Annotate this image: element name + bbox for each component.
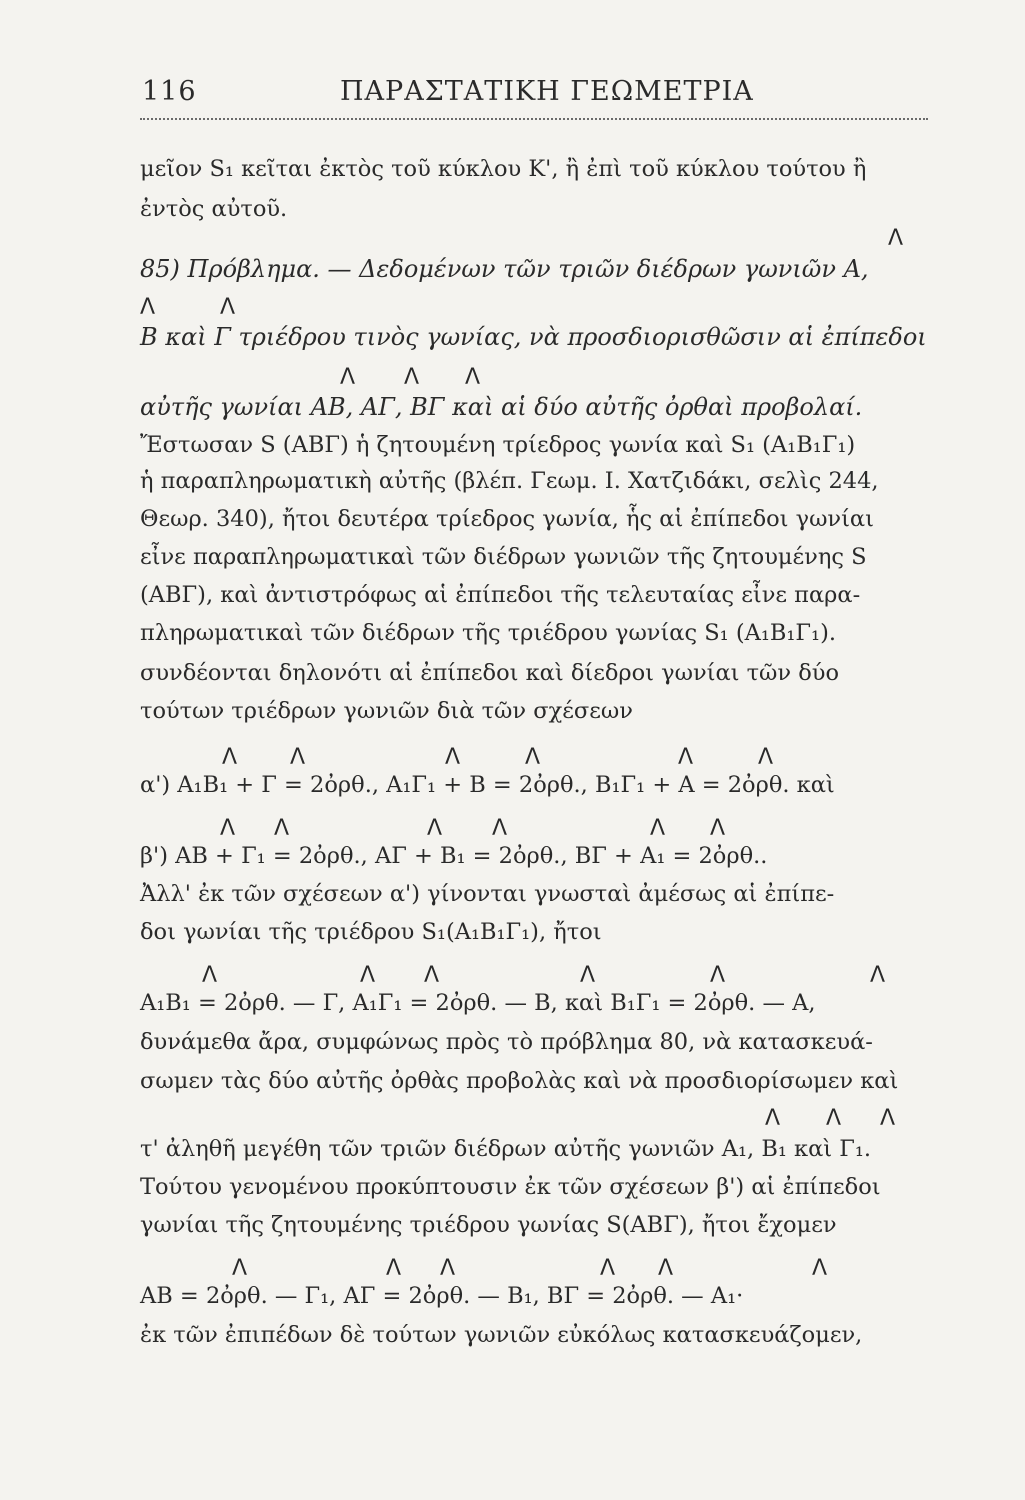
text-line: δοι γωνίαι τῆς τριέδρου S₁(Α₁Β₁Γ₁), ἤτοι xyxy=(140,919,602,945)
hat-mark: Λ xyxy=(710,816,726,841)
hat-row xyxy=(140,228,930,250)
text-line: αὐτῆς γωνίαι ΑΒ, ΑΓ, ΒΓ καὶ αἱ δύο αὐτῆς ὀρθαὶ προβολαί. xyxy=(140,393,863,421)
hat-mark: Λ xyxy=(880,1106,896,1131)
hat-mark: Λ xyxy=(525,745,541,770)
header-rule xyxy=(140,118,928,120)
hat-mark: Λ xyxy=(888,226,904,251)
equation-line: β') ΑΒ + Γ₁ = 2ὀρθ., ΑΓ + Β₁ = 2ὀρθ., ΒΓ + Α₁ = 2ὀρθ.. xyxy=(140,843,768,869)
hat-mark: Λ xyxy=(427,816,443,841)
text-line: συνδέονται δηλονότι αἱ ἐπίπεδοι καὶ δίεδροι γωνίαι τῶν δύο xyxy=(140,660,840,686)
hat-mark: Λ xyxy=(870,963,886,988)
text-line: τούτων τριέδρων γωνιῶν διὰ τῶν σχέσεων xyxy=(140,698,633,724)
equation-line: ΑΒ = 2ὀρθ. — Γ₁, ΑΓ = 2ὀρθ. — Β₁, ΒΓ = 2ὀρθ. — Α₁· xyxy=(140,1283,744,1309)
text-line: μεῖον S₁ κεῖται ἐκτὸς τοῦ κύκλου Κ', ἢ ἐπὶ τοῦ κύκλου τούτου ἢ xyxy=(140,156,867,182)
hat-mark: Λ xyxy=(222,745,238,770)
hat-mark: Λ xyxy=(658,1256,674,1281)
text-line: δυνάμεθα ἄρα, συμφώνως πρὸς τὸ πρόβλημα 80, νὰ κατασκευά- xyxy=(140,1029,873,1055)
hat-mark: Λ xyxy=(465,365,481,390)
text-line: ἡ παραπληρωματικὴ αὐτῆς (βλέπ. Γεωμ. Ι. Χατζιδάκι, σελὶς 244, xyxy=(140,468,879,494)
hat-row xyxy=(140,818,930,840)
hat-mark: Λ xyxy=(220,816,236,841)
hat-mark: Λ xyxy=(758,745,774,770)
hat-row xyxy=(140,367,930,389)
hat-mark: Λ xyxy=(445,745,461,770)
hat-row xyxy=(140,1108,930,1130)
hat-mark: Λ xyxy=(140,295,156,320)
hat-row xyxy=(140,965,930,987)
text-line: Θεωρ. 340), ἤτοι δευτέρα τρίεδρος γωνία, ἧς αἱ ἐπίπεδοι γωνίαι xyxy=(140,506,874,532)
hat-mark: Λ xyxy=(650,816,666,841)
hat-row xyxy=(140,1258,930,1280)
hat-mark: Λ xyxy=(424,963,440,988)
hat-mark: Λ xyxy=(440,1256,456,1281)
text-line: γωνίαι τῆς ζητουμένης τριέδρου γωνίας S(ΑΒΓ), ἤτοι ἔχομεν xyxy=(140,1212,837,1238)
problem-heading: 85) Πρόβλημα. — Δεδομένων τῶν τριῶν διέδρων γωνιῶν Α, xyxy=(140,255,869,283)
hat-mark: Λ xyxy=(340,365,356,390)
running-title: ΠΑΡΑΣΤΑΤΙΚΗ ΓΕΩΜΕΤΡΙΑ xyxy=(340,76,754,107)
text-line: Τούτου γενομένου προκύπτουσιν ἐκ τῶν σχέσεων β') αἱ ἐπίπεδοι xyxy=(140,1174,881,1200)
hat-row xyxy=(140,747,930,769)
hat-mark: Λ xyxy=(360,963,376,988)
text-line: εἶνε παραπληρωματικαὶ τῶν διέδρων γωνιῶν τῆς ζητουμένης S xyxy=(140,544,867,570)
text-line: Ἔστωσαν S (ΑΒΓ) ἡ ζητουμένη τρίεδρος γωνία καὶ S₁ (Α₁Β₁Γ₁) xyxy=(140,432,856,458)
page-header xyxy=(140,70,930,116)
hat-mark: Λ xyxy=(274,816,290,841)
equation-line: α') Α₁Β₁ + Γ = 2ὀρθ., Α₁Γ₁ + Β = 2ὀρθ., Β₁Γ₁ + Α = 2ὀρθ. καὶ xyxy=(140,772,835,798)
hat-mark: Λ xyxy=(404,365,420,390)
text-line: πληρωματικαὶ τῶν διέδρων τῆς τριέδρου γωνίας S₁ (Α₁Β₁Γ₁). xyxy=(140,620,836,646)
hat-mark: Λ xyxy=(580,963,596,988)
page-number: 116 xyxy=(142,76,197,107)
hat-mark: Λ xyxy=(386,1256,402,1281)
hat-mark: Λ xyxy=(765,1106,781,1131)
hat-mark: Λ xyxy=(202,963,218,988)
text-line: (ΑΒΓ), καὶ ἀντιστρόφως αἱ ἐπίπεδοι τῆς τελευταίας εἶνε παρα- xyxy=(140,582,861,608)
text-line: ἐντὸς αὐτοῦ. xyxy=(140,196,288,222)
equation-line: Α₁Β₁ = 2ὀρθ. — Γ, Α₁Γ₁ = 2ὀρθ. — Β, καὶ Β₁Γ₁ = 2ὀρθ. — Α, xyxy=(140,990,816,1016)
text-line: ἐκ τῶν ἐπιπέδων δὲ τούτων γωνιῶν εὐκόλως κατασκευάζομεν, xyxy=(140,1322,863,1348)
hat-mark: Λ xyxy=(492,816,508,841)
text-line: Ἀλλ' ἐκ τῶν σχέσεων α') γίνονται γνωσταὶ ἀμέσως αἱ ἐπίπε- xyxy=(140,881,835,907)
hat-mark: Λ xyxy=(678,745,694,770)
hat-mark: Λ xyxy=(220,295,236,320)
text-line: σωμεν τὰς δύο αὐτῆς ὀρθὰς προβολὰς καὶ νὰ προσδιορίσωμεν καὶ xyxy=(140,1068,899,1094)
hat-row xyxy=(140,297,930,319)
hat-mark: Λ xyxy=(600,1256,616,1281)
hat-mark: Λ xyxy=(290,745,306,770)
text-line: Β καὶ Γ τριέδρου τινὸς γωνίας, νὰ προσδιορισθῶσιν αἱ ἐπίπεδοι xyxy=(140,323,927,351)
hat-mark: Λ xyxy=(232,1256,248,1281)
hat-mark: Λ xyxy=(826,1106,842,1131)
text-line: τ' ἀληθῆ μεγέθη τῶν τριῶν διέδρων αὐτῆς γωνιῶν Α₁, Β₁ καὶ Γ₁. xyxy=(140,1136,872,1162)
hat-mark: Λ xyxy=(710,963,726,988)
hat-mark: Λ xyxy=(812,1256,828,1281)
